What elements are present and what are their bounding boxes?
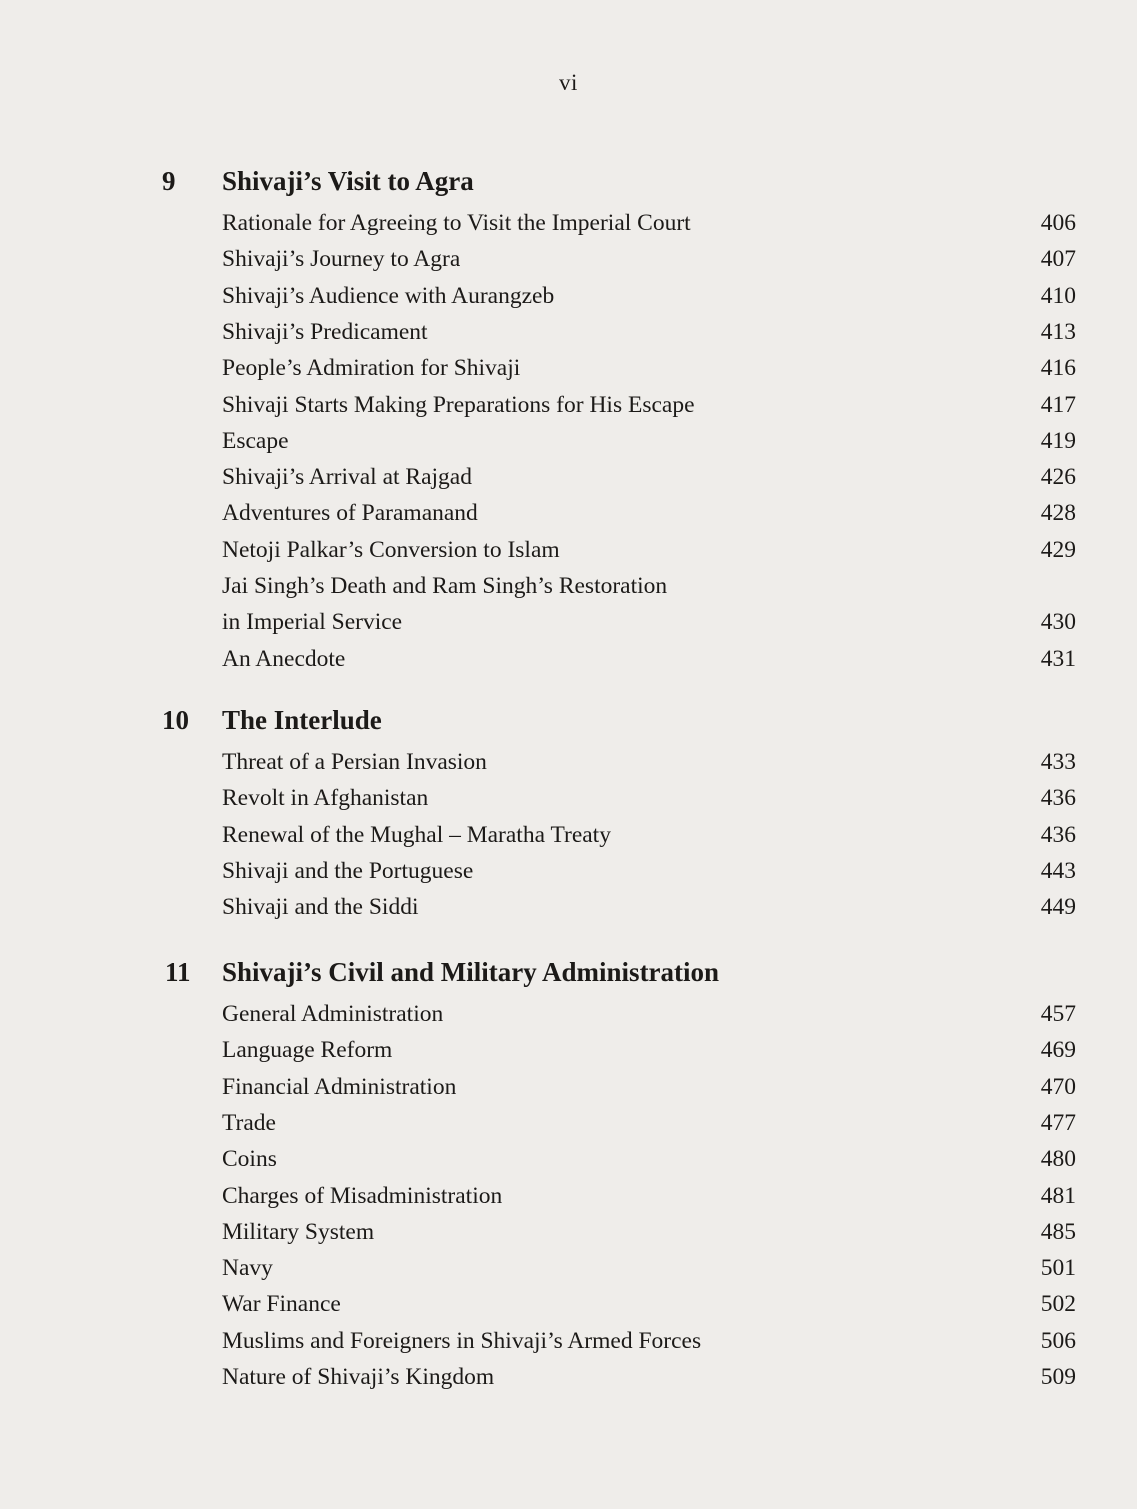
toc-entry[interactable]: [0, 355, 1137, 391]
entry-page-number: 470: [1040, 1073, 1076, 1100]
entry-title: Muslims and Foreigners in Shivaji’s Armed Forces: [222, 1327, 702, 1354]
toc-entry[interactable]: [0, 785, 1137, 821]
toc-entry[interactable]: [0, 392, 1137, 428]
toc-entry[interactable]: [0, 1291, 1137, 1327]
page-number: vi: [559, 70, 578, 95]
toc-entry[interactable]: [0, 283, 1137, 319]
entry-title: Revolt in Afghanistan: [222, 785, 429, 812]
entry-title: Shivaji’s Predicament: [222, 318, 428, 345]
toc-entry[interactable]: [0, 646, 1137, 682]
entry-title: Jai Singh’s Death and Ram Singh’s Restoration: [222, 573, 668, 599]
chapter-number: 9: [162, 166, 176, 196]
entry-title: Military System: [222, 1218, 375, 1245]
entry-title: Language Reform: [222, 1037, 393, 1064]
toc-entry[interactable]: [0, 1146, 1137, 1182]
entry-page-number: 436: [1040, 785, 1076, 812]
entry-page-number: 429: [1040, 536, 1076, 563]
toc-entry[interactable]: [0, 1219, 1137, 1255]
entry-page-number: 431: [1040, 645, 1076, 672]
toc-entry[interactable]: [0, 1255, 1137, 1291]
toc-entry[interactable]: [0, 1037, 1137, 1073]
entry-page-number: 485: [1040, 1218, 1076, 1245]
entry-title: An Anecdote: [222, 645, 346, 672]
toc-entry[interactable]: [0, 858, 1137, 894]
entry-title: Netoji Palkar’s Conversion to Islam: [222, 536, 560, 563]
toc-entry[interactable]: [0, 1110, 1137, 1146]
entry-title: Shivaji and the Siddi: [222, 894, 419, 921]
toc-entry[interactable]: [0, 464, 1137, 500]
chapter-title: Shivaji’s Visit to Agra: [222, 166, 474, 196]
entry-page-number: 410: [1040, 282, 1076, 309]
entry-title: Coins: [222, 1146, 277, 1173]
toc-entry[interactable]: [0, 537, 1137, 573]
entry-title: Shivaji Starts Making Preparations for His Escape: [222, 391, 695, 418]
toc-entry[interactable]: [0, 246, 1137, 282]
entry-title: Shivaji’s Arrival at Rajgad: [222, 464, 472, 491]
entry-title: Rationale for Agreeing to Visit the Imperial Court: [222, 210, 691, 236]
entry-title: Financial Administration: [222, 1073, 457, 1100]
entry-title: Escape: [222, 427, 289, 454]
entry-page-number: 419: [1040, 427, 1076, 454]
toc-entry[interactable]: [0, 1328, 1137, 1364]
entry-title: Renewal of the Mughal – Maratha Treaty: [222, 821, 611, 848]
entry-page-number: 449: [1040, 894, 1076, 921]
entry-title: in Imperial Service: [222, 609, 403, 636]
toc-entry[interactable]: [0, 1364, 1137, 1400]
entry-title: Shivaji’s Journey to Agra: [222, 246, 461, 273]
entry-page-number: 481: [1040, 1182, 1076, 1209]
entry-page-number: 506: [1040, 1327, 1076, 1354]
entry-page-number: 501: [1040, 1255, 1076, 1282]
entry-title: Adventures of Paramanand: [222, 500, 478, 527]
entry-page-number: 426: [1040, 464, 1076, 491]
entry-page-number: 428: [1040, 500, 1076, 527]
entry-title: General Administration: [222, 1001, 444, 1027]
entry-page-number: 413: [1040, 318, 1076, 345]
entry-page-number: 407: [1040, 246, 1076, 273]
entry-title: Threat of a Persian Invasion: [222, 749, 487, 775]
entry-title: Navy: [222, 1255, 273, 1282]
entry-page-number: 457: [1040, 1001, 1076, 1027]
toc-entry[interactable]: [0, 428, 1137, 464]
toc-entry[interactable]: [0, 1074, 1137, 1110]
toc-entry[interactable]: [0, 749, 1137, 785]
entry-page-number: 469: [1040, 1037, 1076, 1064]
entry-page-number: 406: [1040, 210, 1076, 236]
entry-title: War Finance: [222, 1291, 341, 1318]
entry-page-number: 509: [1040, 1364, 1076, 1390]
chapter-number: 11: [165, 957, 191, 987]
entry-page-number: 416: [1040, 355, 1076, 382]
entry-title: People’s Admiration for Shivaji: [222, 355, 521, 382]
entry-title: Shivaji and the Portuguese: [222, 857, 474, 884]
entry-title: Trade: [222, 1109, 276, 1136]
entry-page-number: 436: [1040, 821, 1076, 848]
entry-page-number: 433: [1040, 749, 1076, 775]
toc-entry[interactable]: [0, 1001, 1137, 1037]
toc-entry[interactable]: [0, 1183, 1137, 1219]
entry-title: Nature of Shivaji’s Kingdom: [222, 1364, 495, 1390]
toc-entry[interactable]: [0, 500, 1137, 536]
toc-entry[interactable]: [0, 822, 1137, 858]
toc-entry[interactable]: [0, 894, 1137, 930]
entry-page-number: 443: [1040, 857, 1076, 884]
entry-page-number: 502: [1040, 1291, 1076, 1318]
toc-entry[interactable]: [0, 609, 1137, 645]
entry-title: Charges of Misadministration: [222, 1182, 503, 1209]
chapter-title: The Interlude: [222, 705, 382, 735]
entry-title: Shivaji’s Audience with Aurangzeb: [222, 282, 555, 309]
entry-page-number: 430: [1040, 609, 1076, 636]
toc-entry[interactable]: [0, 210, 1137, 246]
toc-entry[interactable]: [0, 573, 1137, 609]
entry-page-number: 477: [1040, 1109, 1076, 1136]
toc-entry[interactable]: [0, 319, 1137, 355]
chapter-number: 10: [162, 705, 189, 735]
entry-page-number: 417: [1040, 391, 1076, 418]
entry-page-number: 480: [1040, 1146, 1076, 1173]
chapter-title: Shivaji’s Civil and Military Administration: [222, 957, 720, 987]
